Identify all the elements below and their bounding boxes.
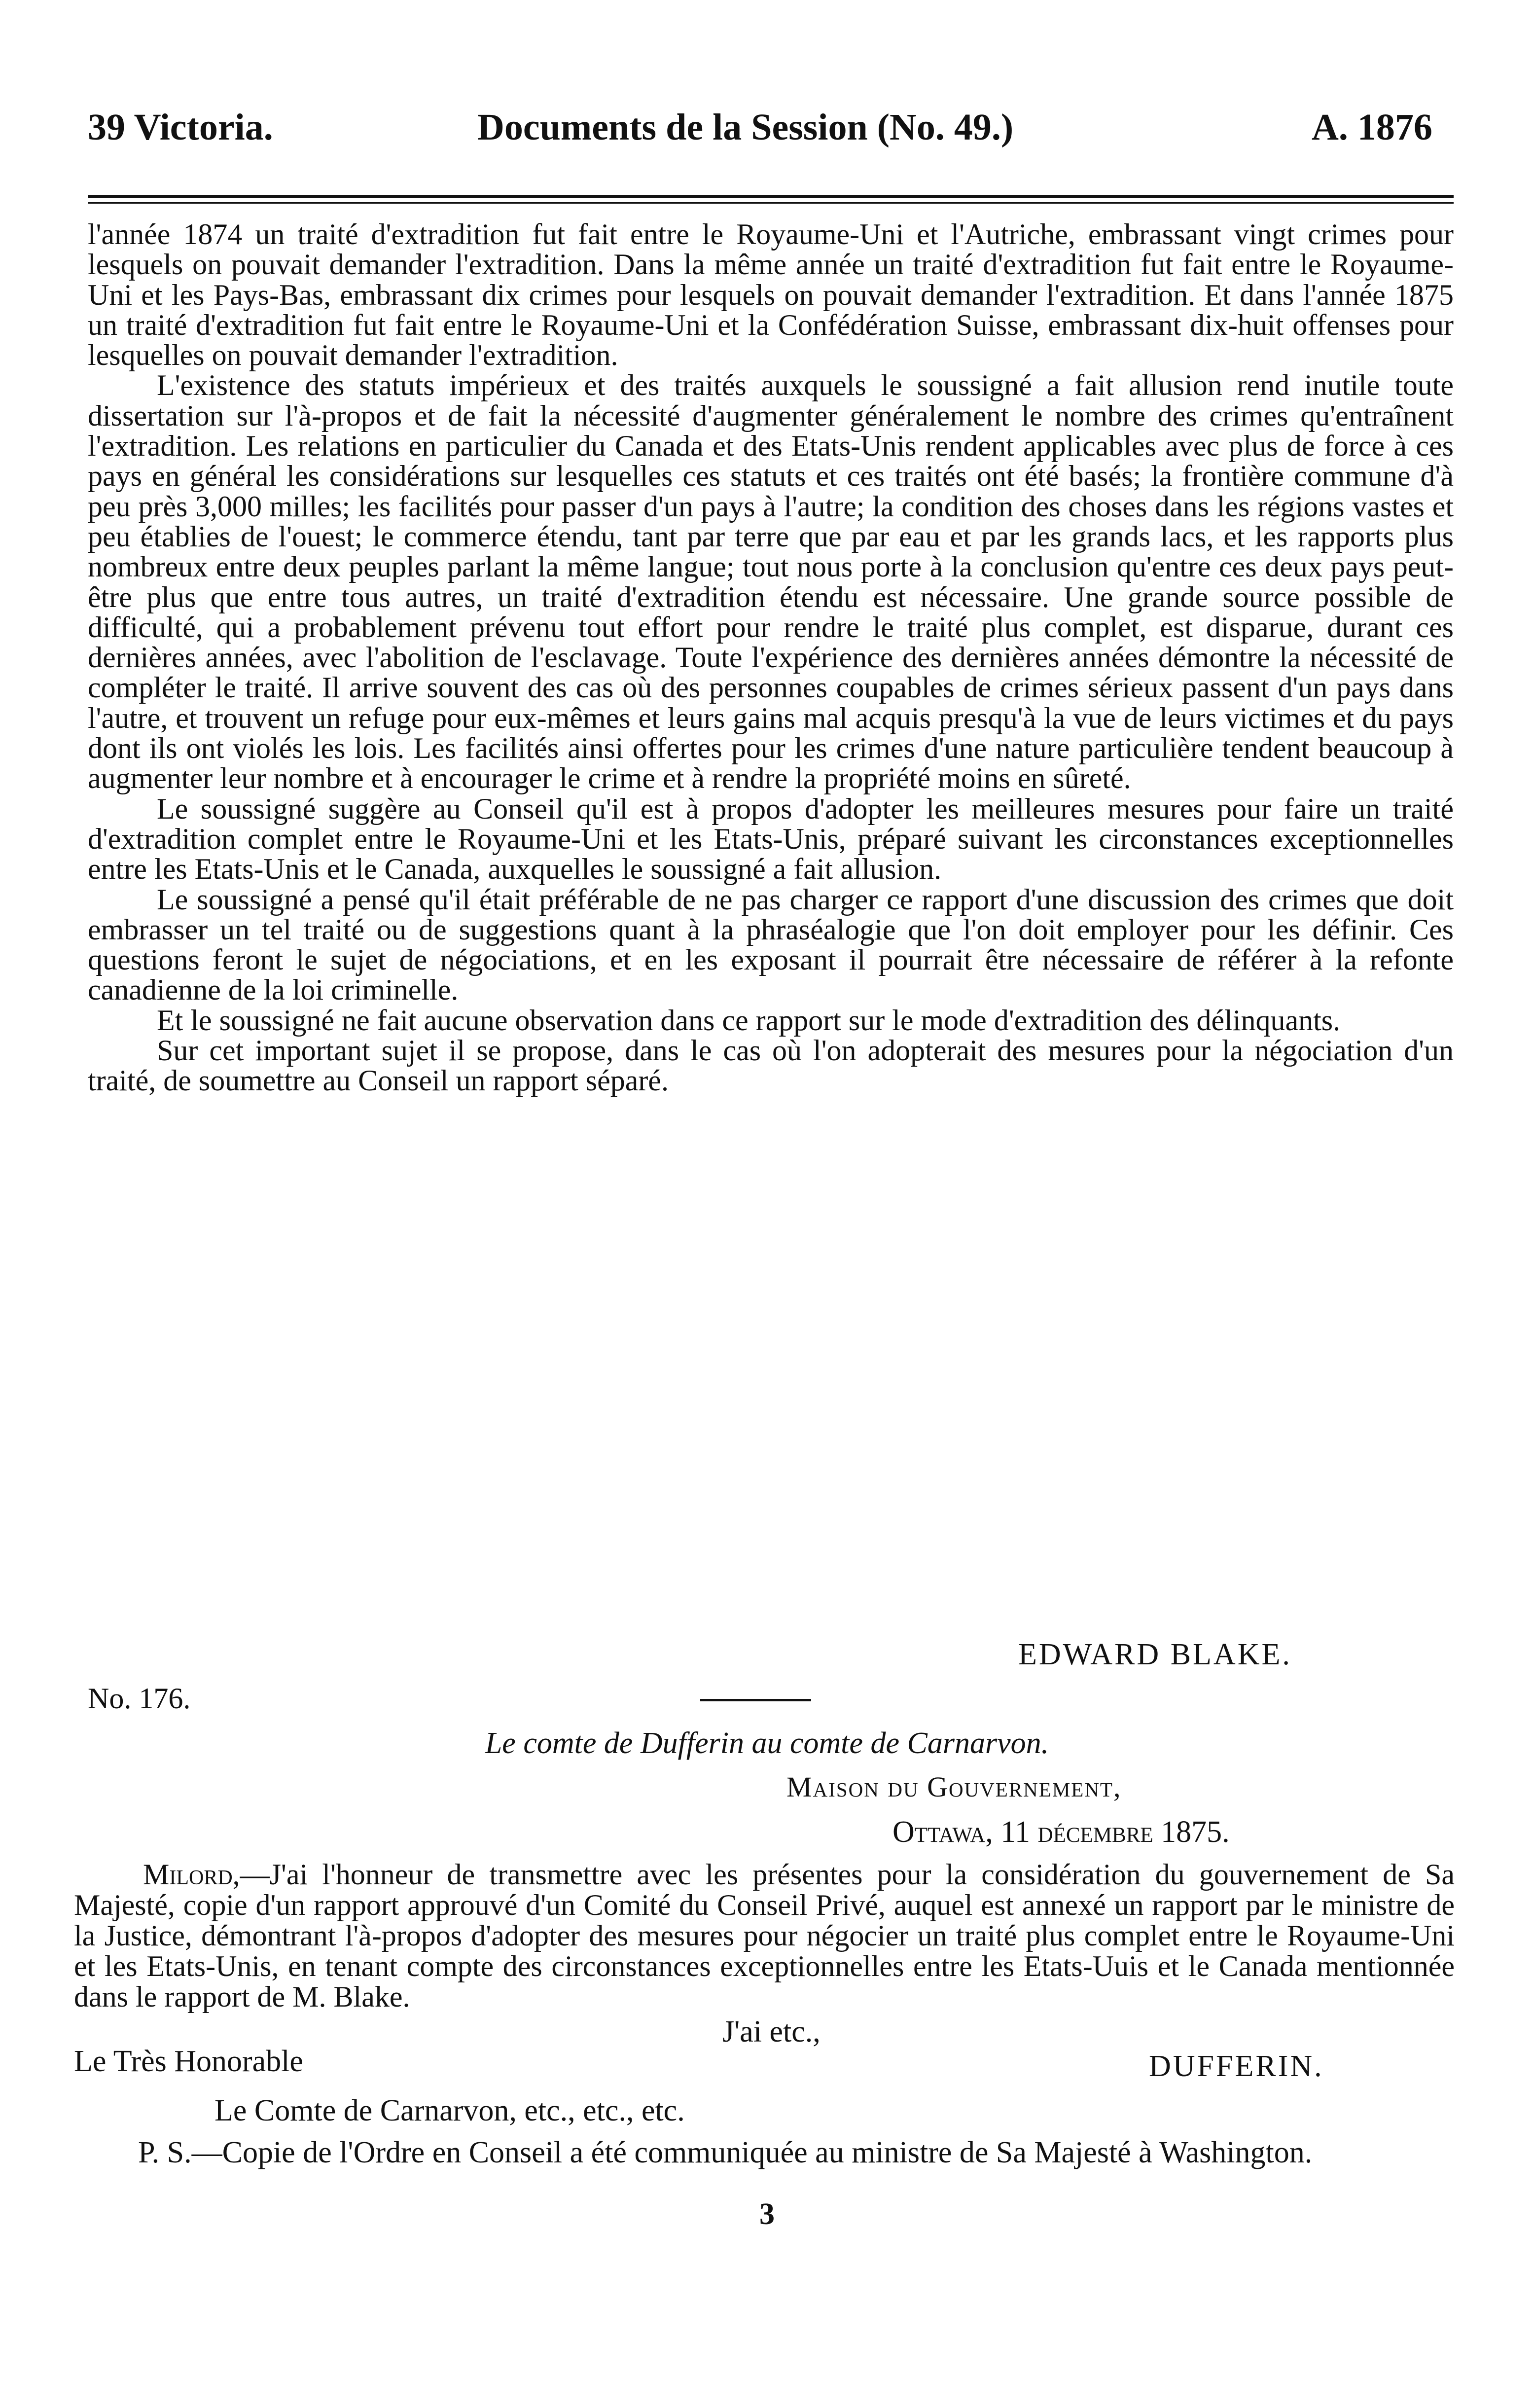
paragraph-statutes: L'existence des statuts impérieux et des traités auxquels le soussigné a fait allusion rend inutile toute dissertation sur l'à-propos et de fait la nécessité d'augmenter généralement le nombre des crimes qu'entraînent l'extradition. Les relations en particulier du Canada et des Etats-Unis rendent applicables avec plus de force à ces pays en général les considérations sur lesquelles ces statuts et ces traités ont été basés; la frontière commune d'à peu près 3,000 milles; les facilités pour passer d'un pays à l'autre; la condition des choses dans les régions vastes et peu établies de l'ouest; le commerce étendu, tant par terre que par eau et par les grands lacs, et les rapports plus nombreux entre deux peuples parlant la même langue; tout nous porte à la conclusion qu'entre ces deux pays peut-être plus que entre tous autres, un traité d'extradition étendu est nécessaire. Une grande source possible de difficulté, qui a probablement prévenu tout effort pour rendre le traité plus complet, est disparue, durant ces dernières années, avec l'abolition de l'esclavage. Toute l'expérience des dernières années démontre la nécessité de compléter le traité. Il arrive souvent des cas où des personnes coupables de crimes sérieux passent d'un pays dans l'autre, et trouvent un refuge pour eux-mêmes et leurs gains mal acquis presqu'à la vue de leurs victimes et du pays dont ils ont violés les lois. Les facilités ainsi offertes pour les crimes d'une nature particulière tendent beaucoup à augmenter leur nombre et à encourager le crime et à rendre la propriété moins en sûreté.	[88, 369, 1454, 795]
paragraph-suggestion: Le soussigné suggère au Conseil qu'il est à propos d'adopter les meilleures mesures pour faire un traité d'extradition complet entre le Royaume-Uni et les Etats-Unis, préparé suivant les circonstances exceptionnelles entre les Etats-Unis et le Canada, auxquelles le soussigné a fait allusion.	[88, 792, 1454, 886]
letter-dateline	[892, 1815, 1230, 1850]
addressee-name: Le Comte de Carnarvon, etc., etc., etc.	[214, 2094, 685, 2127]
letter-title: Le comte de Dufferin au comte de Carnarvon.	[485, 1726, 1049, 1760]
paragraph-discussion: Le soussigné a pensé qu'il était préférable de ne pas charger ce rapport d'une discussion des crimes que doit embrasser un tel traité ou de suggestions quant à la phraséalogie que l'on doit employer pour les définir. Ces questions feront le sujet de négociations, et en les exposant il pourrait être nécessaire de référer à la refonte canadienne de la loi criminelle.	[88, 883, 1454, 1006]
paragraph-observation: Et le soussigné ne fait aucune observation dans ce rapport sur le mode d'extradition des délinquants.	[157, 1004, 1341, 1037]
letter-paragraph	[74, 1859, 1455, 2012]
letter-closing: J'ai etc.,	[722, 2015, 821, 2049]
paragraph-treaties: l'année 1874 un traité d'extradition fut fait entre le Royaume-Uni et l'Autriche, embrassant vingt crimes pour lesquels on pouvait demander l'extradition. Dans la même année un traité d'extradition fut fait entre le Royaume-Uni et les Pays-Bas, embrassant dix crimes pour lesquels on pouvait demander l'extradition. Et dans l'année 1875 un traité d'extradition fut fait entre le Royaume-Uni et la Confédération Suisse, embrassant dix-huit offenses pour lesquelles on pouvait demander l'extradition.	[88, 218, 1454, 372]
letter-body	[74, 1859, 1455, 2012]
header-year: A. 1876	[1312, 107, 1432, 148]
signature-blake: EDWARD BLAKE.	[1018, 1638, 1292, 1671]
header-rule-thick	[88, 195, 1454, 198]
letter-origin: Maison du Gouvernement,	[786, 1771, 1122, 1803]
letter-text: —J'ai l'honneur de transmettre avec les présentes pour la considération du gouvernement de Sa Majesté, copie d'un rapport approuvé d'un Comité du Conseil Privé, auquel est annexé un rapport par le ministre de la Justice, démontrant l'à-propos d'adopter des mesures pour négocier un traité plus complet entre le Royaume-Uni et les Etats-Unis, en tenant compte des circonstances exceptionnelles entre les Etats-Uuis et le Canada mentionnée dans le rapport de M. Blake.	[74, 1858, 1455, 2013]
postscript: P. S.—Copie de l'Ordre en Conseil a été communiquée au ministre de Sa Majesté à Washington.	[138, 2136, 1313, 2169]
paragraph-separate-report: Sur cet important sujet il se propose, dans le cas où l'on adopterait des mesures pour la négociation d'un traité, de soumettre au Conseil un rapport séparé.	[88, 1034, 1454, 1097]
dateline-text: Ottawa, 11 décembre 1875.	[892, 1815, 1230, 1849]
header-document-title: Documents de la Session (No. 49.)	[477, 107, 1014, 148]
document-number: No. 176.	[88, 1682, 191, 1715]
header-session-year: 39 Victoria.	[88, 107, 273, 148]
signature-dufferin: DUFFERIN.	[1149, 2049, 1324, 2083]
section-divider	[700, 1699, 811, 1701]
report-body	[88, 219, 1454, 1096]
header-rule-thin	[88, 202, 1454, 204]
salutation: Milord,	[143, 1858, 240, 1891]
page-number: 3	[759, 2197, 775, 2231]
addressee-title: Le Très Honorable	[74, 2045, 303, 2078]
